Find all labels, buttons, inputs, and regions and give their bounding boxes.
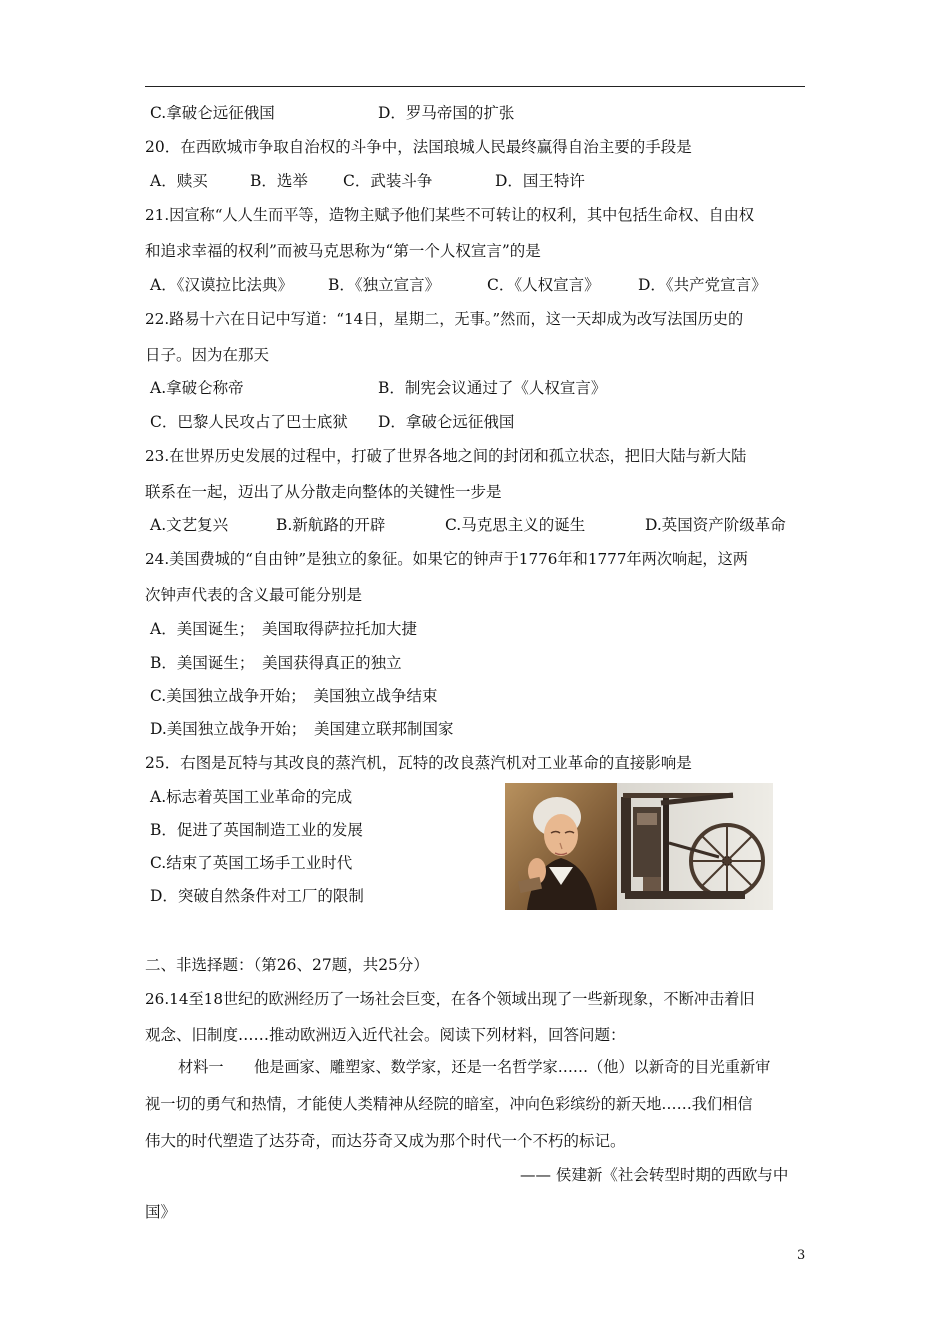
q26-material1-source: —— 侯建新《社会转型时期的西欧与中 <box>520 1166 789 1184</box>
q20-option-b: B．选举 <box>250 172 308 190</box>
q26-material1-line2: 视一切的勇气和热情，才能使人类精神从经院的暗室，冲向色彩缤纷的新天地……我们相信 <box>145 1095 753 1113</box>
watt-steam-engine-image <box>505 783 773 910</box>
q22-option-a: A.拿破仑称帝 <box>150 379 244 397</box>
q19-option-c: C.拿破仑远征俄国 <box>150 104 275 122</box>
header-rule <box>145 86 805 87</box>
q22-stem-line1: 22.路易十六在日记中写道：“14日，星期二，无事。”然而，这一天却成为改写法国历史的 <box>145 310 744 328</box>
q24-option-c: C.美国独立战争开始； 美国独立战争结束 <box>150 687 438 705</box>
q22-stem-line2: 日子。因为在那天 <box>145 346 270 364</box>
q25-option-c: C.结束了英国工场手工业时代 <box>150 854 353 872</box>
q22-option-c: C．巴黎人民攻占了巴士底狱 <box>150 413 348 431</box>
q23-option-a: A.文艺复兴 <box>150 516 229 534</box>
q24-stem-line1: 24.美国费城的“自由钟”是独立的象征。如果它的钟声于1776年和1777年两次响起，这两 <box>145 550 748 568</box>
q23-stem-line1: 23.在世界历史发展的过程中，打破了世界各地之间的封闭和孤立状态，把旧大陆与新大陆 <box>145 447 747 465</box>
q21-stem-line2: 和追求幸福的权利”而被马克思称为“第一个人权宣言”的是 <box>145 242 541 260</box>
q20-option-c: C．武装斗争 <box>343 172 433 190</box>
q22-option-b: B．制宪会议通过了《人权宣言》 <box>378 379 607 397</box>
q20-option-d: D．国王特许 <box>495 172 585 190</box>
q23-option-d: D.英国资产阶级革命 <box>645 516 786 534</box>
q24-option-d: D.美国独立战争开始； 美国建立联邦制国家 <box>150 720 454 738</box>
page-number: 3 <box>797 1248 806 1263</box>
q21-option-d: D．《共产党宣言》 <box>638 276 767 294</box>
q25-stem: 25．右图是瓦特与其改良的蒸汽机，瓦特的改良蒸汽机对工业革命的直接影响是 <box>145 754 692 772</box>
q21-stem-line1: 21.因宣称“人人生而平等，造物主赋予他们某些不可转让的权利，其中包括生命权、自由权 <box>145 206 755 224</box>
section2-heading: 二、非选择题：（第26、27题，共25分） <box>145 956 429 974</box>
q22-option-d: D．拿破仑远征俄国 <box>378 413 515 431</box>
q26-stem-line2: 观念、旧制度……推动欧洲迈入近代社会。阅读下列材料，回答问题： <box>145 1026 626 1044</box>
q20-stem: 20．在西欧城市争取自治权的斗争中，法国琅城人民最终赢得自治主要的手段是 <box>145 138 692 156</box>
q24-stem-line2: 次钟声代表的含义最可能分别是 <box>145 586 363 604</box>
q26-material1-source-end: 国》 <box>145 1203 177 1221</box>
q25-option-a: A.标志着英国工业革命的完成 <box>150 788 353 806</box>
q25-option-d: D．突破自然条件对工厂的限制 <box>150 887 364 905</box>
q21-option-a: A．《汉谟拉比法典》 <box>150 276 293 294</box>
q23-option-c: C.马克思主义的诞生 <box>445 516 586 534</box>
q21-option-c: C．《人权宣言》 <box>487 276 600 294</box>
watt-steam-engine-illustration <box>505 783 773 910</box>
q21-option-b: B．《独立宣言》 <box>328 276 441 294</box>
q23-stem-line2: 联系在一起，迈出了从分散走向整体的关键性一步是 <box>145 483 502 501</box>
q23-option-b: B.新航路的开辟 <box>276 516 386 534</box>
q24-option-a: A．美国诞生； 美国取得萨拉托加大捷 <box>150 620 417 638</box>
q20-option-a: A．赎买 <box>150 172 208 190</box>
q26-material1-line3: 伟大的时代塑造了达芬奇，而达芬奇又成为那个时代一个不朽的标记。 <box>145 1132 626 1150</box>
q19-option-d: D．罗马帝国的扩张 <box>378 104 515 122</box>
q24-option-b: B．美国诞生； 美国获得真正的独立 <box>150 654 402 672</box>
q26-stem-line1: 26.14至18世纪的欧洲经历了一场社会巨变，在各个领域出现了一些新现象，不断冲击着旧 <box>145 990 755 1008</box>
q25-option-b: B．促进了英国制造工业的发展 <box>150 821 363 839</box>
q26-material1-line1: 材料一 他是画家、雕塑家、数学家，还是一名哲学家……（他）以新奇的目光重新审 <box>178 1058 771 1076</box>
